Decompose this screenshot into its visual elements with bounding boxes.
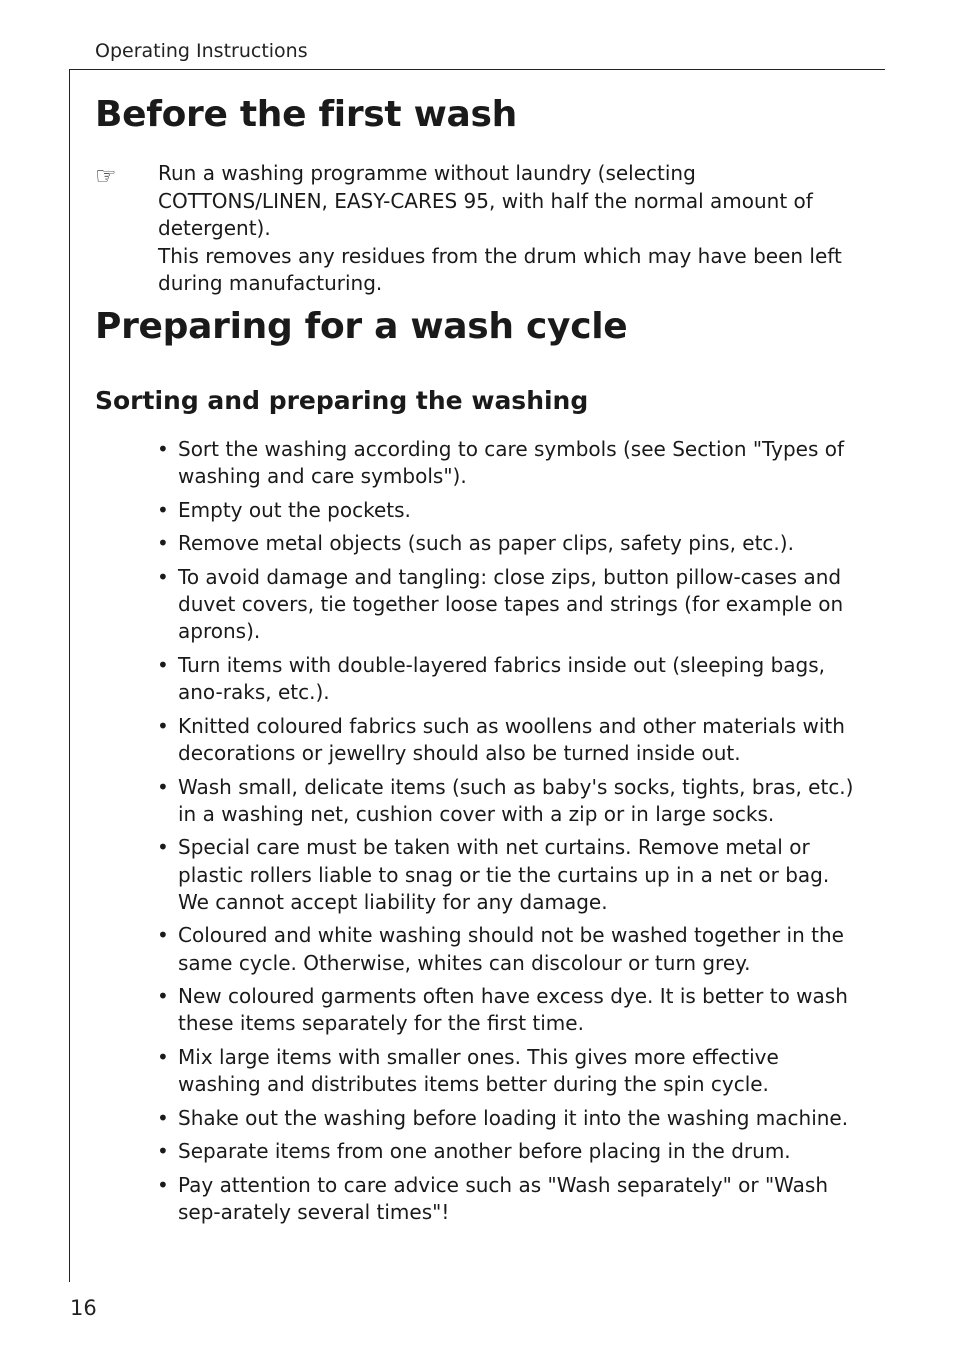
list-item: • Remove metal objects (such as paper clips, safety pins, etc.). (157, 530, 862, 557)
note-text (158, 160, 858, 298)
header-rule (69, 69, 885, 70)
pointing-hand-icon: ☞ (95, 162, 117, 190)
list-item: • To avoid damage and tangling: close zips, button pillow-cases and duvet covers, tie together loose tapes and strings (for example on aprons). (157, 564, 862, 646)
subheading-sorting: Sorting and preparing the washing (95, 386, 589, 415)
list-item: • Wash small, delicate items (such as baby's socks, tights, bras, etc.) in a washing net, cushion cover with a zip or in large socks. (157, 774, 862, 828)
list-item: • Separate items from one another before placing in the drum. (157, 1138, 862, 1165)
list-item: • Empty out the pockets. (157, 497, 862, 524)
page-number: 16 (70, 1296, 97, 1320)
list-item: • Pay attention to care advice such as "Wash separately" or "Wash sep-arately several times"! (157, 1172, 862, 1226)
note-line: This removes any residues from the drum which may have been left during manufacturing. (158, 243, 842, 295)
heading-before-first-wash: Before the first wash (95, 94, 517, 135)
running-header: Operating Instructions (95, 40, 308, 62)
margin-rule (69, 69, 70, 1282)
list-item: • Shake out the washing before loading it into the washing machine. (157, 1105, 862, 1132)
list-item: • Turn items with double-layered fabrics inside out (sleeping bags, ano-raks, etc.). (157, 652, 862, 706)
note-line: Run a washing programme without laundry (selecting COTTONS/LINEN, EASY-CARES 95, with half the normal amount of detergent). (158, 161, 813, 240)
list-item: • Coloured and white washing should not be washed together in the same cycle. Otherwise, whites can discolour or turn grey. (157, 922, 862, 976)
list-item: • Sort the washing according to care symbols (see Section "Types of washing and care symbols"). (157, 436, 862, 490)
preparation-list (157, 436, 862, 1233)
list-item: • New coloured garments often have excess dye. It is better to wash these items separately for the first time. (157, 983, 862, 1037)
heading-preparing-wash-cycle: Preparing for a wash cycle (95, 306, 628, 347)
list-item: • Knitted coloured fabrics such as woollens and other materials with decorations or jewellry should also be turned inside out. (157, 713, 862, 767)
list-item: • Special care must be taken with net curtains. Remove metal or plastic rollers liable to snag or tie the curtains up in a net or bag. We cannot accept liability for any damage. (157, 834, 862, 916)
list-item: • Mix large items with smaller ones. This gives more effective washing and distributes items better during the spin cycle. (157, 1044, 862, 1098)
